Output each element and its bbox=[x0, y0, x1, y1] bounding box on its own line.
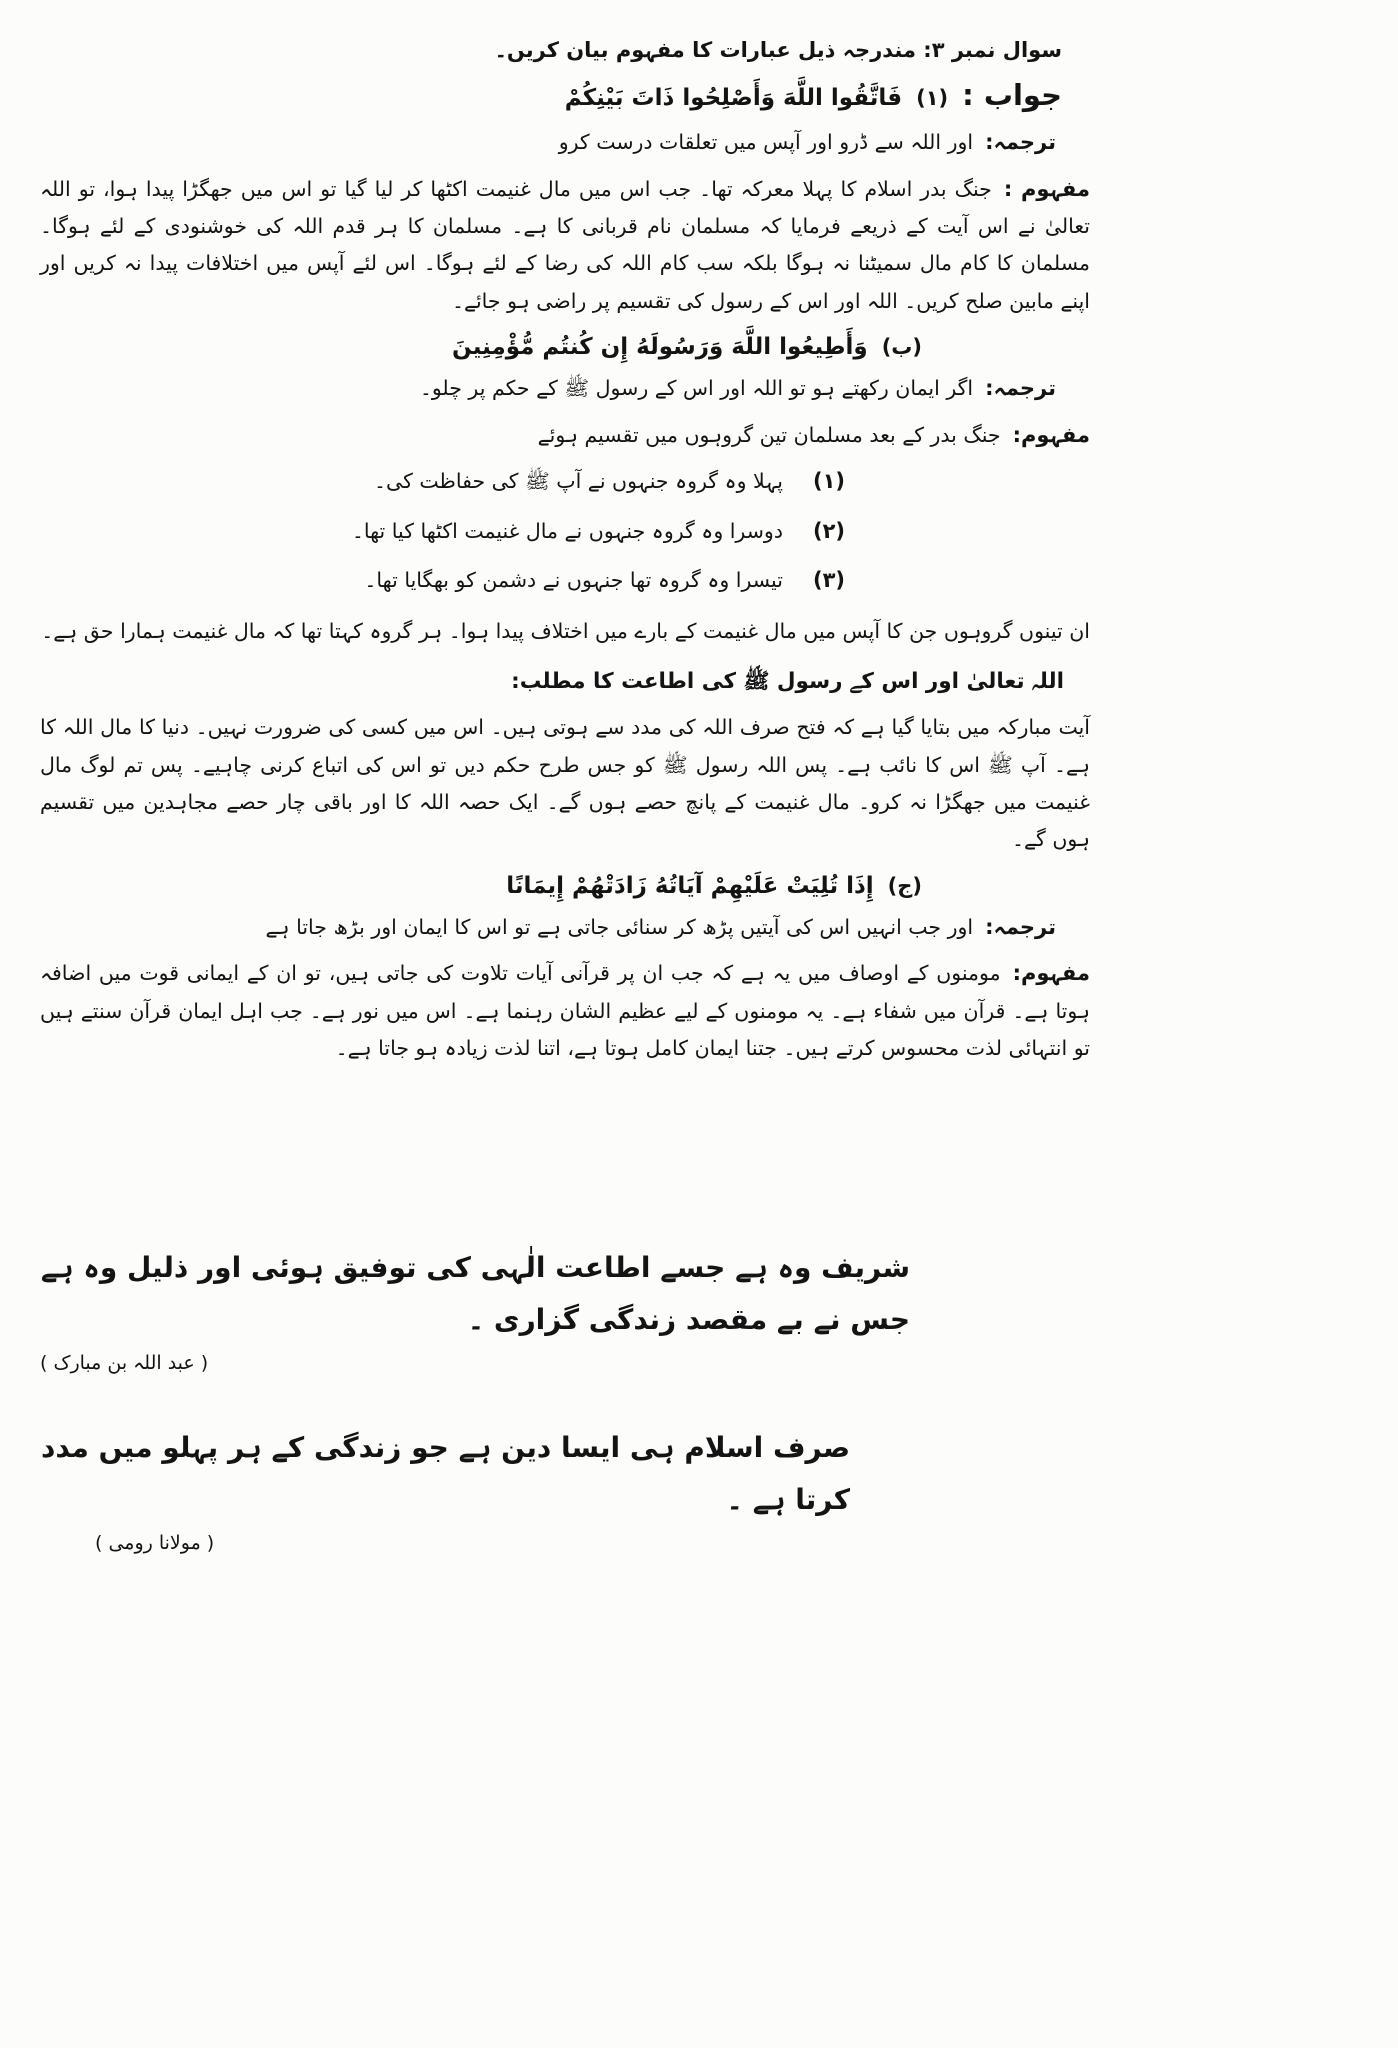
question-header: سوال نمبر ۳: مندرجہ ذیل عبارات کا مفہوم بیان کریں۔ bbox=[494, 38, 1062, 62]
list-item bbox=[40, 514, 845, 550]
group-1-text: پہلا وہ گروہ جنہوں نے آپ ﷺ کی حفاظت کی۔ bbox=[374, 469, 783, 494]
verse-a-marker: (۱) bbox=[916, 86, 949, 110]
verse-b-line bbox=[40, 334, 1090, 360]
meaning-b-intro-text: جنگ بدر کے بعد مسلمان تین گروہوں میں تقسیم ہوئے bbox=[537, 422, 1001, 447]
list-item bbox=[40, 563, 845, 599]
translation-b-line bbox=[40, 370, 1090, 408]
translation-a-text: اور اللہ سے ڈرو اور آپس میں تعلقات درست کرو bbox=[558, 130, 974, 154]
quote-2-text: صرف اسلام ہی ایسا دین ہے جو زندگی کے ہر پہلو میں مدد کرتا ہے ۔ bbox=[40, 1430, 850, 1516]
translation-a-line bbox=[40, 124, 1090, 162]
meaning-b-intro bbox=[40, 416, 1090, 454]
quote-2-attribution: ( مولانا رومی ) bbox=[95, 1531, 215, 1554]
translation-c-label: ترجمہ: bbox=[985, 914, 1056, 939]
verse-b-text: وَأَطِيعُوا اللَّهَ وَرَسُولَهُ إِن كُنتُم مُّؤْمِنِينَ bbox=[452, 333, 868, 360]
quote-block-1 bbox=[40, 1242, 1090, 1374]
quotes-section bbox=[40, 1242, 1090, 1553]
answer-label: جواب : bbox=[962, 78, 1062, 112]
quote-1-text: شریف وہ ہے جسے اطاعت الٰہی کی توفیق ہوئی اور ذلیل وہ ہے جس نے بے مقصد زندگی گزاری ۔ bbox=[40, 1251, 910, 1337]
verse-b-marker: (ب) bbox=[881, 334, 922, 359]
meaning-a-paragraph bbox=[40, 170, 1090, 320]
verse-a-text: فَاتَّقُوا اللَّهَ وَأَصْلِحُوا ذَاتَ بَيْنِكُمْ bbox=[564, 85, 903, 111]
after-list-paragraph: ان تینوں گروہوں جن کا آپس میں مال غنیمت کے بارے میں اختلاف پیدا ہوا۔ ہر گروہ کہتا تھا کہ مال غنیمت ہمارا حق ہے۔ bbox=[41, 619, 1090, 644]
group-2-text: دوسرا وہ گروہ جنہوں نے مال غنیمت اکٹھا کیا تھا۔ bbox=[351, 518, 783, 543]
translation-a-label: ترجمہ: bbox=[985, 130, 1056, 154]
meaning-a-text: جنگ بدر اسلام کا پہلا معرکہ تھا۔ جب اس میں مال غنیمت اکٹھا کر لیا گیا تو اس میں جھگڑا پیدا ہوا، تو اللہ تعالیٰ نے اس آیت کے ذریعے فرمایا کہ مسلمان نام قربانی کا ہے۔ مسلمان کا ہر قدم اللہ کی خوشنودی کے لئے ہوگا۔ مسلمان کا کام مال سمیٹنا نہ ہوگا بلکہ سب کام اللہ کی رضا کے لئے ہوگا۔ اس لئے آپس میں اختلافات پیدا نہ کریں اور اپنے مابین صلح کریں۔ اللہ اور اس کے رسول کی تقسیم پر راضی ہو جائے۔ bbox=[40, 176, 1090, 313]
groups-list bbox=[40, 464, 1090, 599]
translation-b-label: ترجمہ: bbox=[985, 375, 1056, 400]
meaning-c-paragraph bbox=[40, 954, 1090, 1067]
meaning-c-text: مومنوں کے اوصاف میں یہ ہے کہ جب ان پر قرآنی آیات تلاوت کی جاتی ہیں، تو ان کے ایمانی قوت میں اضافہ ہوتا ہے۔ قرآن میں شفاء ہے۔ یہ مومنوں کے لیے عظیم الشان رہنما ہے۔ اس میں نور ہے۔ جب اہل ایمان قرآن سنتے ہیں تو انتہائی لذت محسوس کرتے ہیں۔ جتنا ایمان کامل ہوتا ہے، اتنا لذت زیادہ ہو جاتا ہے۔ bbox=[40, 961, 1090, 1061]
translation-c-text: اور جب انہیں اس کی آیتیں پڑھ کر سنائی جاتی ہے تو اس کا ایمان اور بڑھ جاتا ہے bbox=[265, 914, 974, 939]
obedience-heading: اللہ تعالیٰ اور اس کے رسول ﷺ کی اطاعت کا مطلب: bbox=[511, 669, 1064, 695]
page-content bbox=[40, 38, 1090, 1602]
group-3-marker: (۳) bbox=[812, 568, 845, 593]
verse-c-text: إِذَا تُلِيَتْ عَلَيْهِمْ آيَاتُهُ زَادَتْهُمْ إِيمَانًا bbox=[506, 872, 874, 899]
translation-b-text: اگر ایمان رکھتے ہو تو اللہ اور اس کے رسول ﷺ کے حکم پر چلو۔ bbox=[419, 375, 974, 400]
group-3-text: تیسرا وہ گروہ تھا جنہوں نے دشمن کو بھگایا تھا۔ bbox=[364, 568, 783, 593]
quote-block-2 bbox=[40, 1422, 1090, 1554]
list-item bbox=[40, 464, 845, 500]
meaning-c-label: مفہوم: bbox=[1012, 961, 1090, 986]
obedience-paragraph: آیت مبارکہ میں بتایا گیا ہے کہ فتح صرف اللہ کی مدد سے ہوتی ہیں۔ اس میں کسی کی ضرورت نہیں۔ دنیا کا مال اللہ کا ہے۔ آپ ﷺ اس کا نائب ہے۔ پس اللہ رسول ﷺ کو جس طرح حکم دیں تو اس کی اتباع کرنی چاہیے۔ پس تم لوگ مال غنیمت میں جھگڑا نہ کرو۔ مال غنیمت کے پانچ حصے ہوں گے۔ ایک حصہ اللہ کا اور باقی چار حصے مجاہدین میں تقسیم ہوں گے۔ bbox=[40, 715, 1090, 852]
translation-c-line bbox=[40, 909, 1090, 947]
answer-verse-a-line bbox=[40, 78, 1090, 112]
verse-c-marker: (ج) bbox=[887, 873, 922, 898]
group-1-marker: (۱) bbox=[812, 469, 845, 494]
meaning-b-label: مفہوم: bbox=[1012, 422, 1090, 447]
quote-1-attribution: ( عبد اللہ بن مبارک ) bbox=[40, 1351, 209, 1374]
meaning-a-label: مفہوم : bbox=[1003, 176, 1090, 201]
group-2-marker: (۲) bbox=[812, 518, 845, 543]
verse-c-line bbox=[40, 873, 1090, 899]
